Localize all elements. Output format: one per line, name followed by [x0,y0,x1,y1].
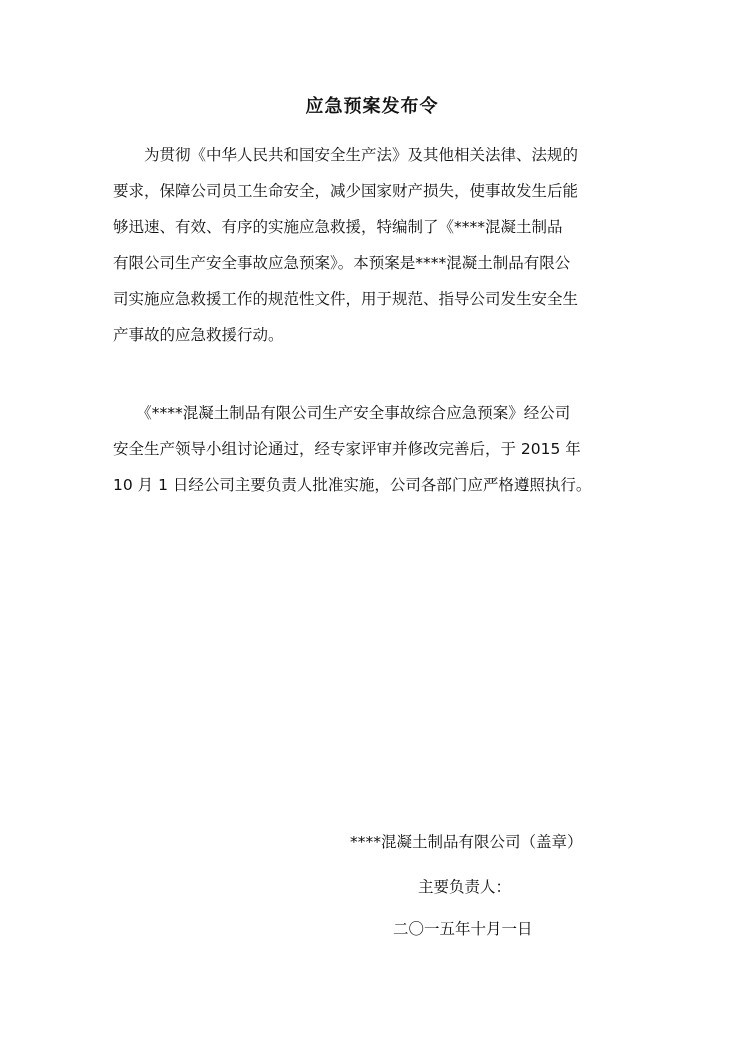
paragraph-line: 要求，保障公司员工生命安全，减少国家财产损失，使事故发生后能 [113,182,579,200]
page-title: 应急预案发布令 [305,96,439,117]
paragraph-line: 有限公司生产安全事故应急预案》。本预案是****混凝土制品有限公 [113,254,571,272]
paragraph-line: 《****混凝土制品有限公司生产安全事故综合应急预案》经公司 [113,404,571,422]
paragraph-line: 够迅速、有效、有序的实施应急救援，特编制了《****混凝土制品 [113,218,563,236]
paragraph-2 [113,395,633,503]
signature-company: ****混凝土制品有限公司（盖章） [350,833,583,851]
paragraph-line: 产事故的应急救援行动。 [113,326,284,344]
signature-responsible-person: 主要负责人： [418,878,512,896]
paragraph-line: 为贯彻《中华人民共和国安全生产法》及其他相关法律、法规的 [113,146,579,164]
signature-date: 二〇一五年十月一日 [393,920,533,938]
paragraph-line: 10 月 1 日经公司主要负责人批准实施，公司各部门应严格遵照执行。 [113,476,592,494]
paragraph-1 [113,137,633,353]
paragraph-line: 安全生产领导小组讨论通过，经专家评审并修改完善后，于 2015 年 [113,440,581,458]
paragraph-line: 司实施应急救援工作的规范性文件，用于规范、指导公司发生安全生 [113,290,579,308]
